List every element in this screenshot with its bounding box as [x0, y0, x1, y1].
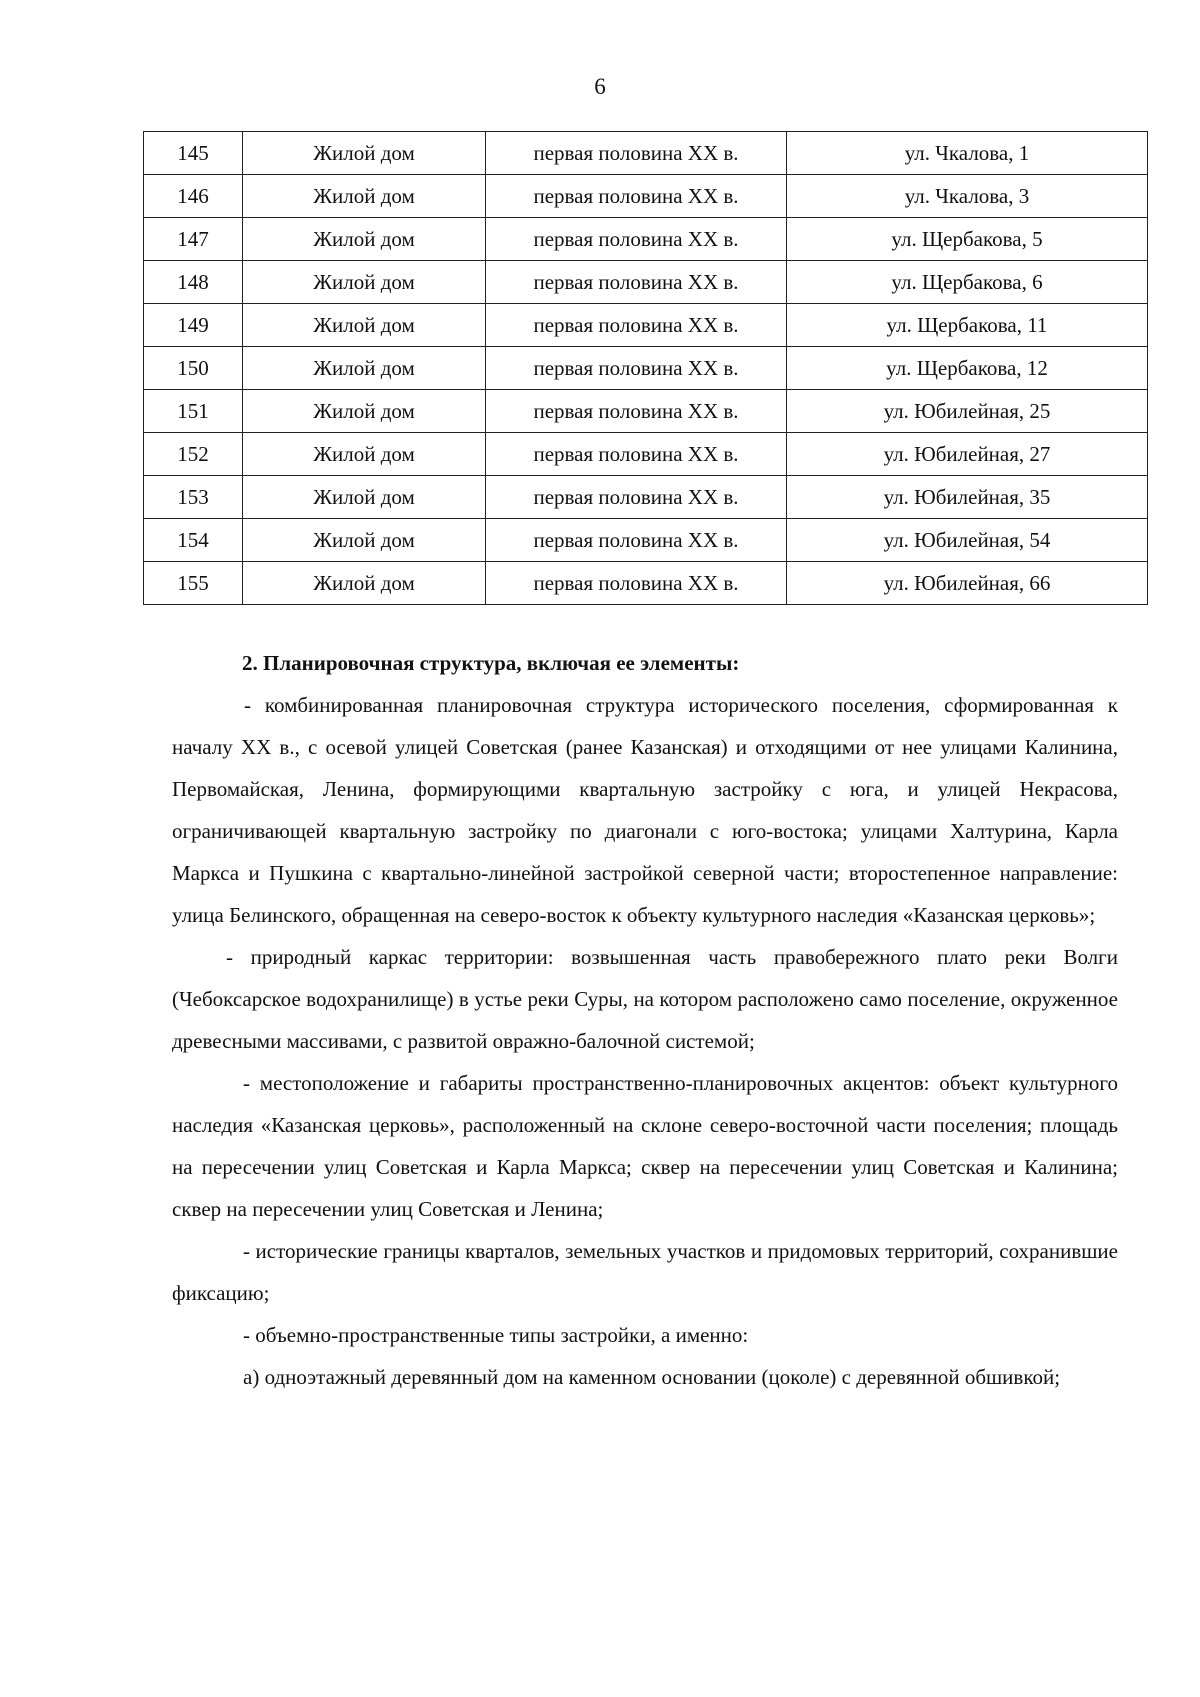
cell-period: первая половина XX в.	[486, 519, 787, 562]
cell-address: ул. Щербакова, 6	[787, 261, 1148, 304]
cell-object-type: Жилой дом	[243, 433, 486, 476]
cell-address: ул. Юбилейная, 66	[787, 562, 1148, 605]
cell-period: первая половина XX в.	[486, 347, 787, 390]
table-row	[144, 347, 1148, 390]
cell-period: первая половина XX в.	[486, 562, 787, 605]
cell-period: первая половина XX в.	[486, 132, 787, 175]
cell-object-type: Жилой дом	[243, 218, 486, 261]
paragraph-planning-structure: - комбинированная планировочная структура исторического поселения, сформированная к началу XX в., с осевой улицей Советская (ранее Казанская) и отходящими от нее улицами Калинина, Первомайская, Ленина, формирующими квартальную застройку с юга, и улицей Некрасова, ограничивающей квартальную застройку по диагонали с юго-востока; улицами Халтурина, Карла Маркса и Пушкина с квартально-линейной застройкой северной части; второстепенное направление: улица Белинского, обращенная на северо-восток к объекту культурного наследия «Казанская церковь»;	[172, 693, 1118, 927]
cell-number: 150	[144, 347, 243, 390]
cell-period: первая половина XX в.	[486, 433, 787, 476]
cell-number: 149	[144, 304, 243, 347]
cell-period: первая половина XX в.	[486, 390, 787, 433]
cell-object-type: Жилой дом	[243, 132, 486, 175]
cell-period: первая половина XX в.	[486, 304, 787, 347]
cell-number: 154	[144, 519, 243, 562]
heritage-objects-table	[143, 131, 1148, 605]
table-row	[144, 175, 1148, 218]
cell-object-type: Жилой дом	[243, 304, 486, 347]
table-row	[144, 304, 1148, 347]
cell-period: первая половина XX в.	[486, 476, 787, 519]
cell-object-type: Жилой дом	[243, 261, 486, 304]
cell-object-type: Жилой дом	[243, 476, 486, 519]
paragraph-boundaries: - исторические границы кварталов, земельных участков и придомовых территорий, сохранившие фиксацию;	[172, 1239, 1118, 1305]
cell-address: ул. Щербакова, 5	[787, 218, 1148, 261]
cell-number: 155	[144, 562, 243, 605]
cell-address: ул. Щербакова, 12	[787, 347, 1148, 390]
cell-object-type: Жилой дом	[243, 390, 486, 433]
cell-number: 151	[144, 390, 243, 433]
cell-object-type: Жилой дом	[243, 175, 486, 218]
cell-address: ул. Юбилейная, 54	[787, 519, 1148, 562]
section-body	[172, 642, 1118, 1398]
cell-address: ул. Юбилейная, 35	[787, 476, 1148, 519]
page-number: 6	[594, 74, 606, 99]
cell-number: 148	[144, 261, 243, 304]
cell-number: 147	[144, 218, 243, 261]
table-row	[144, 132, 1148, 175]
table-row	[144, 218, 1148, 261]
cell-object-type: Жилой дом	[243, 519, 486, 562]
paragraph-accents: - местоположение и габариты пространственно-планировочных акцентов: объект культурного наследия «Казанская церковь», расположенный на склоне северо-восточной части поселения; площадь на пересечении улиц Советская и Карла Маркса; сквер на пересечении улиц Советская и Калинина; сквер на пересечении улиц Советская и Ленина;	[172, 1071, 1118, 1221]
cell-address: ул. Юбилейная, 25	[787, 390, 1148, 433]
cell-object-type: Жилой дом	[243, 562, 486, 605]
cell-period: первая половина XX в.	[486, 218, 787, 261]
table-row	[144, 562, 1148, 605]
paragraph-type-a: а) одноэтажный деревянный дом на каменном основании (цоколе) с деревянной обшивкой;	[243, 1365, 1061, 1389]
cell-number: 152	[144, 433, 243, 476]
table-body	[144, 132, 1148, 605]
table-row	[144, 261, 1148, 304]
cell-period: первая половина XX в.	[486, 261, 787, 304]
cell-number: 145	[144, 132, 243, 175]
cell-address: ул. Щербакова, 11	[787, 304, 1148, 347]
cell-object-type: Жилой дом	[243, 347, 486, 390]
cell-period: первая половина XX в.	[486, 175, 787, 218]
section-title: 2. Планировочная структура, включая ее элементы:	[242, 651, 740, 675]
cell-address: ул. Чкалова, 1	[787, 132, 1148, 175]
table-row	[144, 390, 1148, 433]
cell-address: ул. Чкалова, 3	[787, 175, 1148, 218]
cell-number: 153	[144, 476, 243, 519]
table-row	[144, 433, 1148, 476]
cell-number: 146	[144, 175, 243, 218]
paragraph-building-types: - объемно-пространственные типы застройки, а именно:	[243, 1323, 749, 1347]
cell-address: ул. Юбилейная, 27	[787, 433, 1148, 476]
paragraph-natural-frame: - природный каркас территории: возвышенная часть правобережного плато реки Волги (Чебоксарское водохранилище) в устье реки Суры, на котором расположено само поселение, окруженное древесными массивами, с развитой овражно-балочной системой;	[172, 945, 1118, 1053]
table-row	[144, 519, 1148, 562]
table-row	[144, 476, 1148, 519]
